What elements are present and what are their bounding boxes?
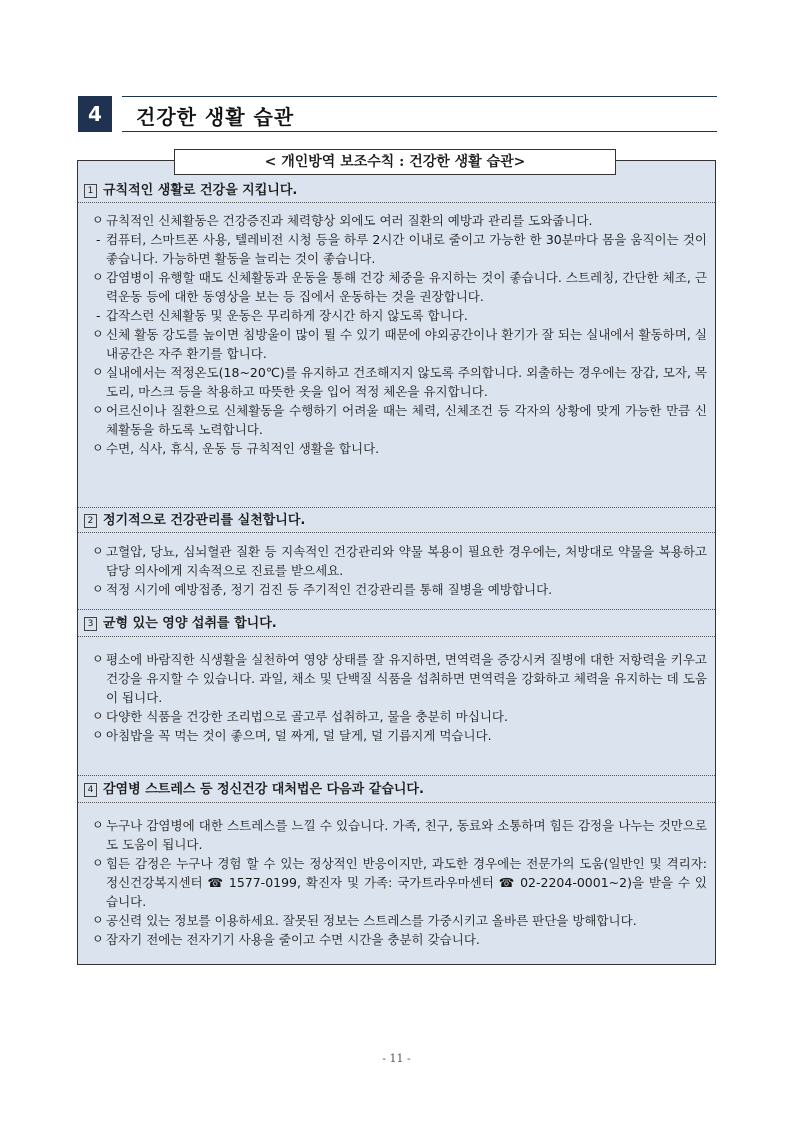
- section-title-bar: [122, 96, 717, 132]
- section-heading-4: [78, 775, 715, 803]
- list-item: ㅇ 평소에 바람직한 식생활을 실천하여 영양 상태를 잘 유지하면, 면역력을 증강시켜 질병에 대한 저항력을 키우고 건강을 유지할 수 있습니다. 과일, 채소 및 단백질 식품을 섭취하면 면역력을 강화하고 체력을 유지하는 데 도움이 됩니다.: [84, 650, 707, 707]
- section-body-3: [78, 650, 715, 745]
- list-item: ㅇ 고혈압, 당뇨, 심뇌혈관 질환 등 지속적인 건강관리와 약물 복용이 필요한 경우에는, 처방대로 약물을 복용하고 담당 의사에게 지속적으로 진료를 받으세요.: [84, 542, 707, 580]
- section-heading-1: [78, 179, 715, 203]
- list-item: ㅇ 신체 활동 강도를 높이면 침방울이 많이 튈 수 있기 때문에 야외공간이나 환기가 잘 되는 실내에서 활동하며, 실내공간은 자주 환기를 합니다.: [84, 325, 707, 363]
- dash-mark: -: [96, 232, 101, 247]
- list-item: ㅇ 잠자기 전에는 전자기기 사용을 줄이고 수면 시간을 충분히 갖습니다.: [84, 930, 707, 949]
- dash-mark: -: [96, 308, 101, 323]
- list-item: ㅇ 감염병이 유행할 때도 신체활동과 운동을 통해 건강 체중을 유지하는 것이 좋습니다. 스트레칭, 간단한 체조, 근력운동 등에 대한 동영상을 보는 등 집에서 운동하는 것을 권장합니다.: [84, 268, 707, 306]
- list-item: ㅇ 공신력 있는 정보를 이용하세요. 잘못된 정보는 스트레스를 가중시키고 올바른 판단을 방해합니다.: [84, 911, 707, 930]
- list-item: ㅇ 다양한 식품을 건강한 조리법으로 골고루 섭취하고, 물을 충분히 마십니다.: [84, 707, 707, 726]
- section-title: 건강한 생활 습관: [136, 105, 295, 129]
- guideline-box: [77, 154, 716, 965]
- section-body-2: [78, 542, 715, 599]
- section-heading-3: [78, 609, 715, 637]
- section-body-1: [78, 211, 715, 458]
- list-item: ㅇ 적정 시기에 예방접종, 정기 검진 등 주기적인 건강관리를 통해 질병을 예방합니다.: [84, 580, 707, 599]
- section-body-4: [78, 816, 715, 949]
- list-item: ㅇ 실내에서는 적정온도(18~20℃)를 유지하고 건조해지지 않도록 주의합니다. 외출하는 경우에는 장갑, 모자, 목도리, 마스크 등을 착용하고 따뜻한 옷을 입어 적정 체온을 유지합니다.: [84, 363, 707, 401]
- list-item: [84, 306, 707, 325]
- section-num-3: 3: [84, 617, 97, 631]
- list-item: [84, 230, 707, 268]
- list-item: ㅇ 수면, 식사, 휴식, 운동 등 규칙적인 생활을 합니다.: [84, 439, 707, 458]
- list-item-text: 갑작스런 신체활동 및 운동은 무리하게 장시간 하지 않도록 합니다.: [106, 308, 468, 323]
- section-heading-2: [78, 507, 715, 533]
- list-item: ㅇ 규칙적인 신체활동은 건강증진과 체력향상 외에도 여러 질환의 예방과 관리를 도와줍니다.: [84, 211, 707, 230]
- section-heading-text: 정기적으로 건강관리를 실천합니다.: [103, 513, 306, 528]
- box-title: < 개인방역 보조수칙 : 건강한 생활 습관>: [174, 149, 616, 175]
- list-item: ㅇ 누구나 감염병에 대한 스트레스를 느낄 수 있습니다. 가족, 친구, 동료와 소통하며 힘든 감정을 나누는 것만으로도 도움이 됩니다.: [84, 816, 707, 854]
- list-item: ㅇ 아침밥을 꼭 먹는 것이 좋으며, 덜 짜게, 덜 달게, 덜 기름지게 먹습니다.: [84, 726, 707, 745]
- section-heading-text: 감염병 스트레스 등 정신건강 대처법은 다음과 같습니다.: [103, 782, 424, 797]
- list-item: ㅇ 어르신이나 질환으로 신체활동을 수행하기 어려울 때는 체력, 신체조건 등 각자의 상황에 맞게 가능한 만큼 신체활동을 하도록 노력합니다.: [84, 401, 707, 439]
- section-heading-text: 균형 있는 영양 섭취를 합니다.: [103, 616, 277, 631]
- section-header: [78, 96, 717, 134]
- section-num-2: 2: [84, 514, 97, 528]
- section-num-4: 4: [84, 783, 97, 797]
- list-item: ㅇ 힘든 감정은 누구나 경험 할 수 있는 정상적인 반응이지만, 과도한 경우에는 전문가의 도움(일반인 및 격리자: 정신건강복지센터 ☎ 1577-0199, 확진자 및 가족: 국가트라우마센터 ☎ 02-2204-0001~2)을 받을 수 있습니다.: [84, 854, 707, 911]
- page-number: - 11 -: [382, 1052, 411, 1065]
- list-item-text: 컴퓨터, 스마트폰 사용, 텔레비전 시청 등을 하루 2시간 이내로 줄이고 가능한 한 30분마다 몸을 움직이는 것이 좋습니다. 가능하면 활동을 늘리는 것이 좋습니다.: [106, 232, 707, 266]
- section-number-badge: 4: [78, 96, 112, 132]
- section-num-1: 1: [84, 184, 97, 198]
- section-heading-text: 규칙적인 생활로 건강을 지킵니다.: [103, 183, 298, 198]
